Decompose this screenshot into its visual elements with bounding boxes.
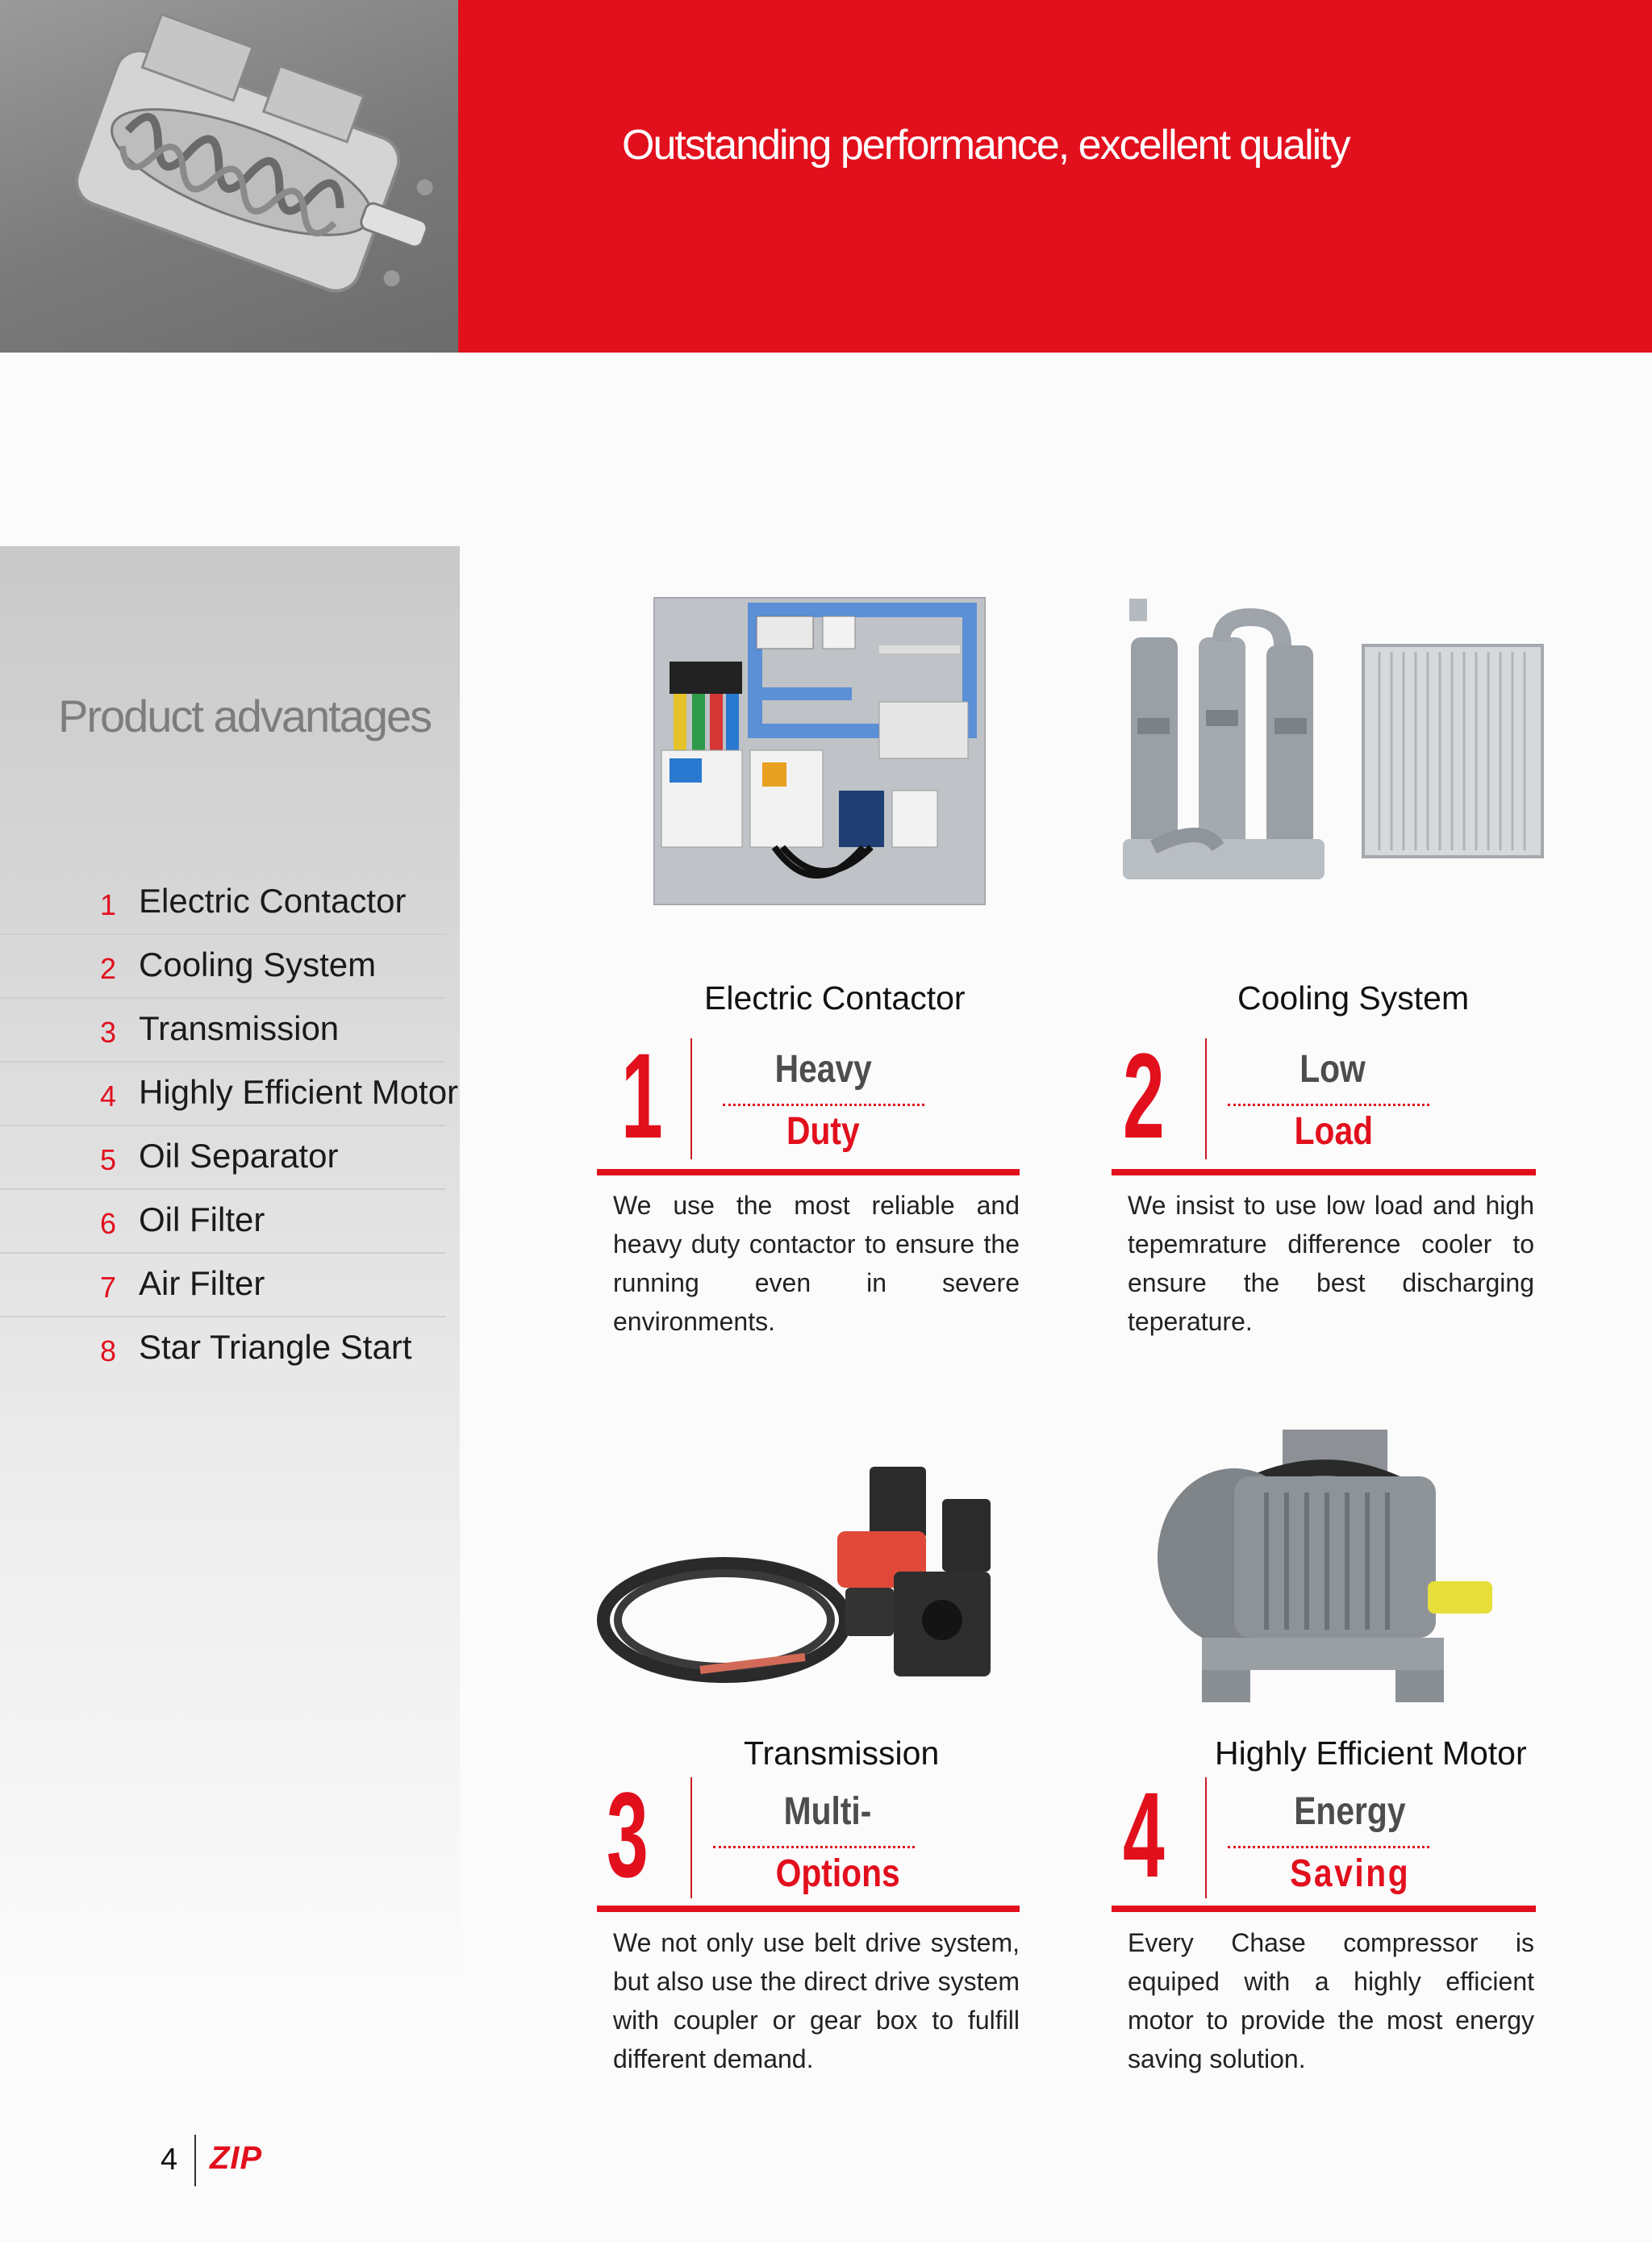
sidebar-item-cooling-system[interactable]: [0, 934, 445, 999]
sidebar-item-label: Highly Efficient Motor: [139, 1073, 459, 1111]
feature-keyword-bottom: Saving: [1290, 1852, 1411, 1895]
feature-keyword-top: Energy: [1294, 1790, 1406, 1833]
header-title: Outstanding performance, excellent quality: [622, 122, 1350, 169]
feature-number: 1: [621, 1028, 663, 1163]
sidebar-item-number: 7: [100, 1271, 117, 1304]
sidebar-item-label: Oil Filter: [139, 1200, 265, 1238]
screw-compressor-illustration: [0, 0, 458, 353]
feature-description: Every Chase compressor is equiped with a highly efficient motor to provide the most energy saving solution.: [1128, 1928, 1534, 2073]
feature-keyword-bottom: Options: [775, 1852, 900, 1895]
cooling-system-photo: [1113, 597, 1547, 905]
feature-divider: [1205, 1777, 1207, 1898]
page-number: 4: [161, 2143, 178, 2177]
feature-dotted-rule: [713, 1846, 915, 1848]
sidebar-item-number: 8: [100, 1334, 117, 1367]
sidebar-title: Product advantages: [58, 691, 432, 741]
feature-divider: [1205, 1038, 1207, 1159]
feature-caption: Highly Efficient Motor: [1215, 1735, 1527, 1772]
feature-dotted-rule: [1228, 1846, 1429, 1848]
sidebar-item-label: Cooling System: [139, 946, 377, 983]
electric-motor-photo: [1153, 1428, 1508, 1710]
feature-keyword-top: Heavy: [774, 1048, 872, 1091]
sidebar-item-label: Star Triangle Start: [139, 1328, 412, 1366]
sidebar-item-number: 4: [100, 1079, 117, 1113]
sidebar-item-label: Electric Contactor: [139, 882, 407, 920]
feature-keyword-top: Low: [1299, 1048, 1366, 1091]
sidebar-item-oil-separator[interactable]: [0, 1125, 445, 1190]
footer-divider: [194, 2135, 196, 2186]
sidebar-item-number: 2: [100, 952, 117, 985]
sidebar-item-star-triangle-start[interactable]: [0, 1317, 445, 1380]
feature-divider: [690, 1038, 692, 1159]
feature-number: 4: [1123, 1767, 1165, 1902]
feature-description: We use the most reliable and heavy duty contactor to ensure the running even in severe environments.: [613, 1191, 1020, 1336]
sidebar-item-number: 3: [100, 1016, 117, 1049]
header-banner: [458, 0, 1652, 353]
sidebar-item-air-filter[interactable]: [0, 1253, 445, 1317]
feature-keyword-bottom: Load: [1294, 1110, 1374, 1153]
feature-red-bar: [1112, 1169, 1536, 1175]
sidebar-item-transmission[interactable]: [0, 998, 445, 1063]
feature-dotted-rule: [723, 1104, 924, 1106]
sidebar-panel: [0, 546, 460, 2242]
feature-keyword-top: Multi-: [783, 1790, 872, 1833]
feature-caption: Electric Contactor: [704, 979, 966, 1017]
sidebar-item-electric-contactor[interactable]: [0, 870, 445, 935]
feature-red-bar: [597, 1906, 1020, 1912]
feature-caption: Cooling System: [1237, 979, 1470, 1017]
feature-dotted-rule: [1228, 1104, 1429, 1106]
sidebar-item-number: 5: [100, 1143, 117, 1176]
sidebar-item-label: Transmission: [139, 1009, 340, 1047]
electric-contactor-photo: [653, 597, 986, 905]
header-compressor-image: [0, 0, 458, 353]
feature-caption: Transmission: [744, 1735, 940, 1772]
feature-description: We insist to use low load and high tepemrature difference cooler to ensure the best discharging teperature.: [1128, 1191, 1534, 1336]
feature-number: 2: [1123, 1028, 1165, 1163]
feature-divider: [690, 1777, 692, 1898]
sidebar-item-number: 1: [100, 888, 117, 921]
sidebar-item-oil-filter[interactable]: [0, 1189, 445, 1254]
sidebar-item-motor[interactable]: [0, 1062, 459, 1126]
feature-description: We not only use belt drive system, but also use the direct drive system with coupler or gear box to fulfill different demand.: [613, 1928, 1020, 2073]
brand-logo: ZIP: [210, 2140, 263, 2176]
feature-red-bar: [597, 1169, 1020, 1175]
feature-keyword-bottom: Duty: [786, 1110, 860, 1153]
sidebar-item-label: Oil Separator: [139, 1137, 339, 1175]
sidebar-item-number: 6: [100, 1207, 117, 1240]
feature-number: 3: [607, 1767, 649, 1902]
transmission-photo: [595, 1459, 1063, 1701]
sidebar-item-label: Air Filter: [139, 1264, 265, 1302]
feature-red-bar: [1112, 1906, 1536, 1912]
